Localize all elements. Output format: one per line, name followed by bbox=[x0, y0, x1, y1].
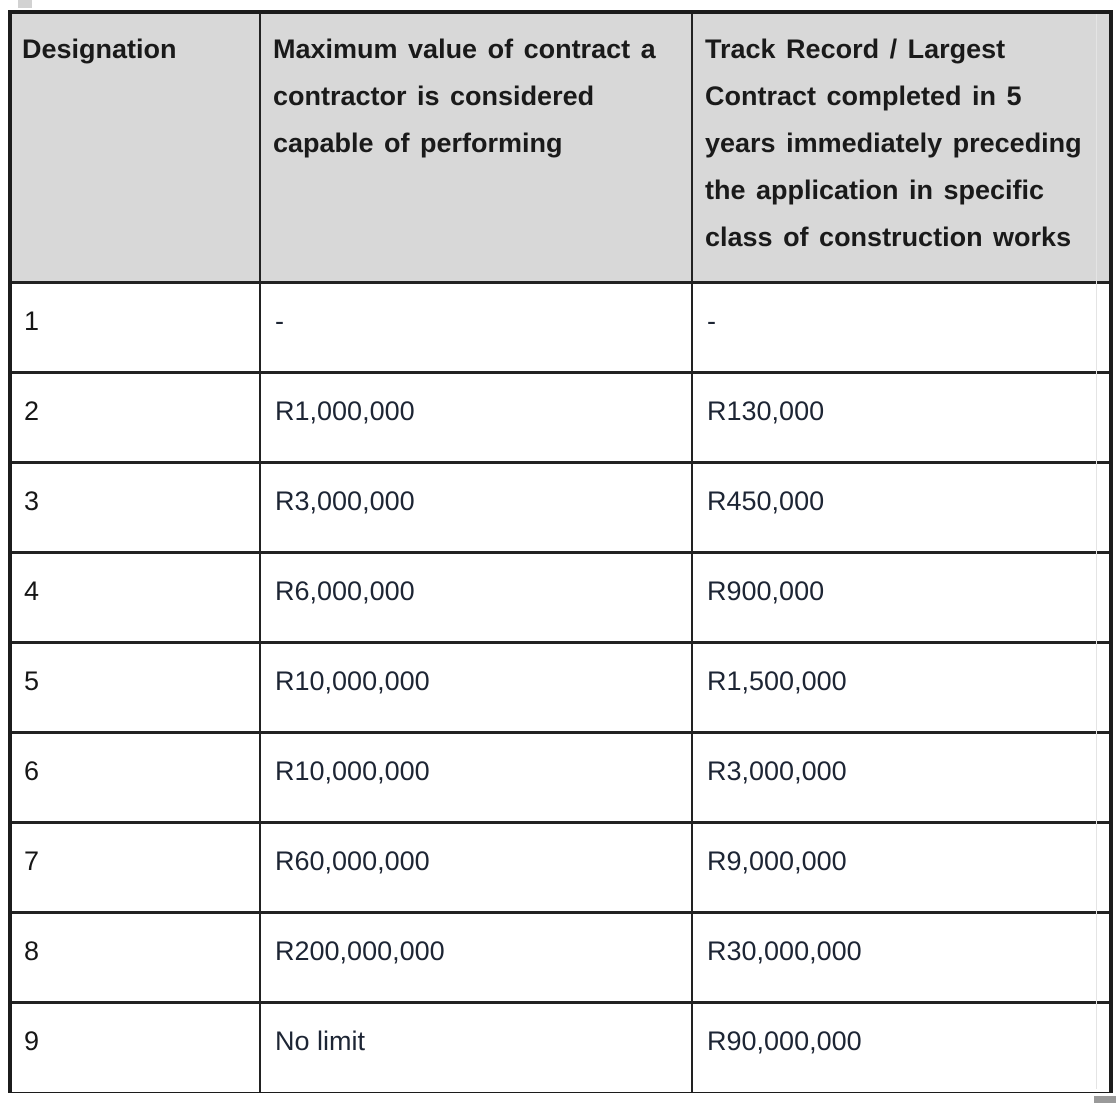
designation-cell: 5 bbox=[12, 642, 260, 732]
header-max-contract-value: Maximum value of contract a contractor is considered capable of performing bbox=[260, 14, 692, 282]
table-row bbox=[12, 732, 1109, 822]
max-value-cell: R1,000,000 bbox=[260, 372, 692, 462]
track-record-cell: R900,000 bbox=[692, 552, 1109, 642]
designation-cell: 3 bbox=[12, 462, 260, 552]
designation-cell: 6 bbox=[12, 732, 260, 822]
designation-cell: 9 bbox=[12, 1002, 260, 1092]
header-row bbox=[12, 14, 1109, 282]
max-value-cell: - bbox=[260, 282, 692, 372]
contractor-grading-table-container bbox=[8, 10, 1113, 1093]
track-record-cell: R450,000 bbox=[692, 462, 1109, 552]
max-value-cell: R10,000,000 bbox=[260, 642, 692, 732]
contractor-grading-table bbox=[12, 14, 1109, 1092]
track-record-cell: R90,000,000 bbox=[692, 1002, 1109, 1092]
track-record-cell: - bbox=[692, 282, 1109, 372]
table-row bbox=[12, 1002, 1109, 1092]
max-value-cell: No limit bbox=[260, 1002, 692, 1092]
track-record-cell: R130,000 bbox=[692, 372, 1109, 462]
header-track-record: Track Record / Largest Contract completed in 5 years immediately preceding the application in specific class of construction works bbox=[692, 14, 1109, 282]
track-record-cell: R30,000,000 bbox=[692, 912, 1109, 1002]
scan-artifact bbox=[18, 0, 32, 8]
track-record-cell: R3,000,000 bbox=[692, 732, 1109, 822]
table-row bbox=[12, 822, 1109, 912]
designation-cell: 7 bbox=[12, 822, 260, 912]
table-row bbox=[12, 282, 1109, 372]
designation-cell: 2 bbox=[12, 372, 260, 462]
max-value-cell: R200,000,000 bbox=[260, 912, 692, 1002]
scan-artifact bbox=[1094, 1096, 1116, 1103]
designation-cell: 4 bbox=[12, 552, 260, 642]
max-value-cell: R6,000,000 bbox=[260, 552, 692, 642]
table-row bbox=[12, 912, 1109, 1002]
designation-cell: 8 bbox=[12, 912, 260, 1002]
track-record-cell: R1,500,000 bbox=[692, 642, 1109, 732]
track-record-cell: R9,000,000 bbox=[692, 822, 1109, 912]
table-row bbox=[12, 552, 1109, 642]
max-value-cell: R3,000,000 bbox=[260, 462, 692, 552]
table-row bbox=[12, 372, 1109, 462]
table-row bbox=[12, 462, 1109, 552]
max-value-cell: R10,000,000 bbox=[260, 732, 692, 822]
max-value-cell: R60,000,000 bbox=[260, 822, 692, 912]
scan-artifact bbox=[1096, 14, 1097, 1089]
header-designation: Designation bbox=[12, 14, 260, 282]
table-row bbox=[12, 642, 1109, 732]
designation-cell: 1 bbox=[12, 282, 260, 372]
